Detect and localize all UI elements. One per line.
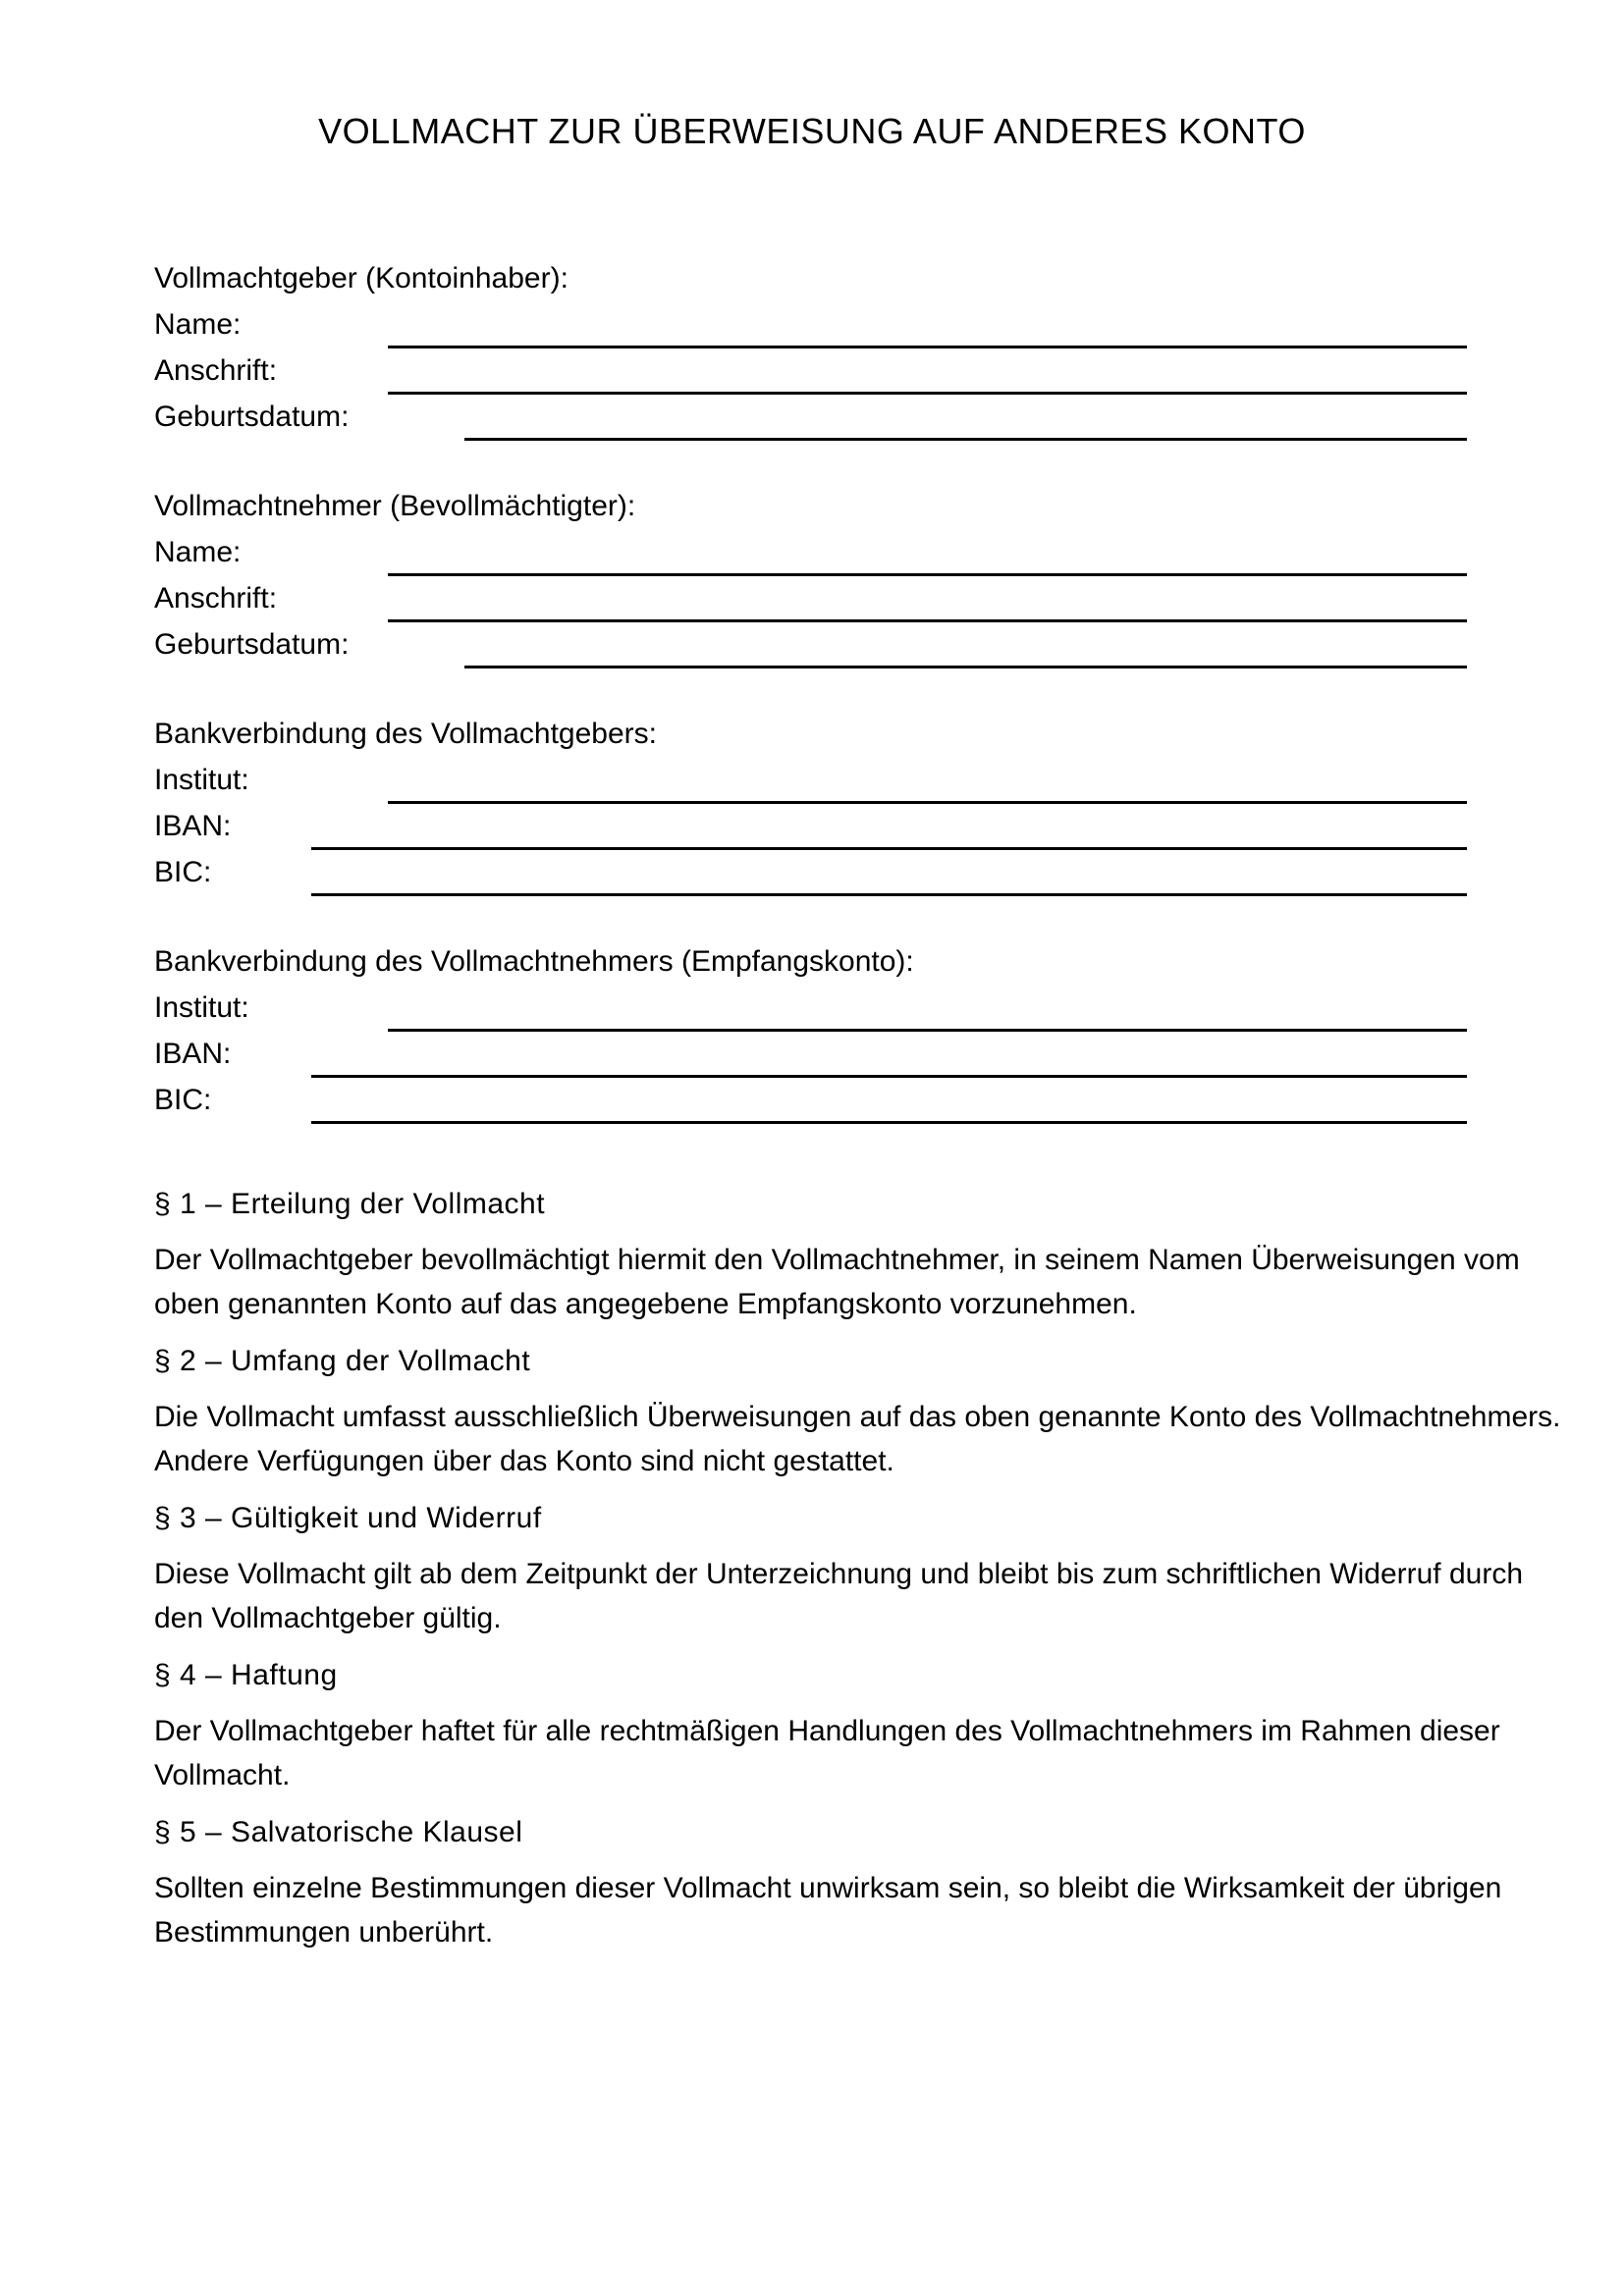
- section-heading-vollmachtgeber: Vollmachtgeber (Kontoinhaber):: [154, 262, 568, 294]
- field-blank-line: [388, 346, 1467, 348]
- clause-text-line: oben genannten Konto auf das angegebene Empfangskonto vorzunehmen.: [154, 1288, 1137, 1320]
- field-label: Geburtsdatum:: [154, 400, 350, 433]
- form-section-bank-vollmachtgeber: [154, 713, 1470, 897]
- clause-heading: § 4 – Haftung: [154, 1659, 338, 1691]
- field-label: IBAN:: [154, 810, 232, 842]
- bank-vollmachtgeber-bic-row: [154, 851, 1470, 897]
- vollmachtnehmer-anschrift-row: [154, 577, 1470, 623]
- field-label: BIC:: [154, 856, 212, 888]
- section-heading-bank-vollmachtgeber: Bankverbindung des Vollmachtgebers:: [154, 718, 657, 750]
- form-section-vollmachtnehmer: [154, 485, 1470, 669]
- document-title: VOLLMACHT ZUR ÜBERWEISUNG AUF ANDERES KONTO: [318, 111, 1306, 151]
- bank-vollmachtnehmer-iban-row: [154, 1033, 1470, 1079]
- field-blank-line: [311, 893, 1467, 896]
- field-blank-line: [388, 392, 1467, 395]
- field-label: Geburtsdatum:: [154, 628, 350, 661]
- form-section-vollmachtgeber: [154, 257, 1470, 442]
- field-blank-line: [311, 1121, 1467, 1124]
- clause-heading: § 3 – Gültigkeit und Widerruf: [154, 1502, 542, 1534]
- clause-section-4: [154, 1657, 1500, 1797]
- clause-section-5: [154, 1814, 1502, 1954]
- document-content: [0, 110, 1624, 1954]
- form-section-bank-vollmachtnehmer: [154, 940, 1470, 1125]
- clauses-block: [154, 1186, 1561, 1954]
- clause-heading: § 2 – Umfang der Vollmacht: [154, 1345, 531, 1377]
- field-label: Institut:: [154, 991, 249, 1024]
- field-label: BIC:: [154, 1084, 212, 1116]
- clause-text-line: Der Vollmachtgeber bevollmächtigt hiermit den Vollmachtnehmer, in seinem Namen Überweisungen vom: [154, 1244, 1520, 1276]
- bank-vollmachtgeber-institut-row: [154, 759, 1470, 805]
- field-blank-line: [388, 619, 1467, 622]
- clause-heading: § 1 – Erteilung der Vollmacht: [154, 1188, 546, 1220]
- clause-section-1: [154, 1186, 1520, 1326]
- field-blank-line: [464, 438, 1467, 441]
- field-label: Name:: [154, 308, 242, 341]
- bank-vollmachtnehmer-institut-row: [154, 987, 1470, 1033]
- field-blank-line: [388, 573, 1467, 576]
- vollmachtgeber-anschrift-row: [154, 349, 1470, 396]
- field-label: Anschrift:: [154, 582, 278, 614]
- field-blank-line: [388, 1029, 1467, 1032]
- vollmachtnehmer-geburtsdatum-row: [154, 623, 1470, 669]
- clause-text-line: Vollmacht.: [154, 1759, 291, 1791]
- clause-section-2: [154, 1343, 1561, 1483]
- clause-text-line: Der Vollmachtgeber haftet für alle rechtmäßigen Handlungen des Vollmachtnehmers im Rahmen dieser: [154, 1715, 1500, 1747]
- clause-heading: § 5 – Salvatorische Klausel: [154, 1816, 523, 1848]
- field-label: IBAN:: [154, 1038, 232, 1070]
- clause-text-line: Die Vollmacht umfasst ausschließlich Überweisungen auf das oben genannte Konto des Vollmachtnehmers.: [154, 1401, 1561, 1433]
- clause-text-line: Andere Verfügungen über das Konto sind nicht gestattet.: [154, 1445, 894, 1477]
- vollmachtgeber-name-row: [154, 303, 1470, 349]
- clause-text-line: Sollten einzelne Bestimmungen dieser Vollmacht unwirksam sein, so bleibt die Wirksamkeit der übrigen: [154, 1872, 1502, 1904]
- field-label: Name:: [154, 536, 242, 568]
- field-label: Institut:: [154, 764, 249, 796]
- clause-text-line: Bestimmungen unberührt.: [154, 1916, 494, 1949]
- section-heading-vollmachtnehmer: Vollmachtnehmer (Bevollmächtigter):: [154, 490, 636, 522]
- field-blank-line: [311, 1075, 1467, 1078]
- bank-vollmachtgeber-iban-row: [154, 805, 1470, 851]
- section-heading-bank-vollmachtnehmer: Bankverbindung des Vollmachtnehmers (Empfangskonto):: [154, 945, 914, 978]
- vollmachtnehmer-name-row: [154, 531, 1470, 577]
- vollmachtgeber-geburtsdatum-row: [154, 396, 1470, 442]
- clause-text-line: den Vollmachtgeber gültig.: [154, 1602, 502, 1634]
- field-blank-line: [464, 666, 1467, 668]
- clause-section-3: [154, 1500, 1524, 1640]
- bank-vollmachtnehmer-bic-row: [154, 1079, 1470, 1125]
- clause-text-line: Diese Vollmacht gilt ab dem Zeitpunkt der Unterzeichnung und bleibt bis zum schriftlichen Widerruf durch: [154, 1558, 1524, 1590]
- field-label: Anschrift:: [154, 354, 278, 387]
- field-blank-line: [388, 801, 1467, 804]
- field-blank-line: [311, 847, 1467, 850]
